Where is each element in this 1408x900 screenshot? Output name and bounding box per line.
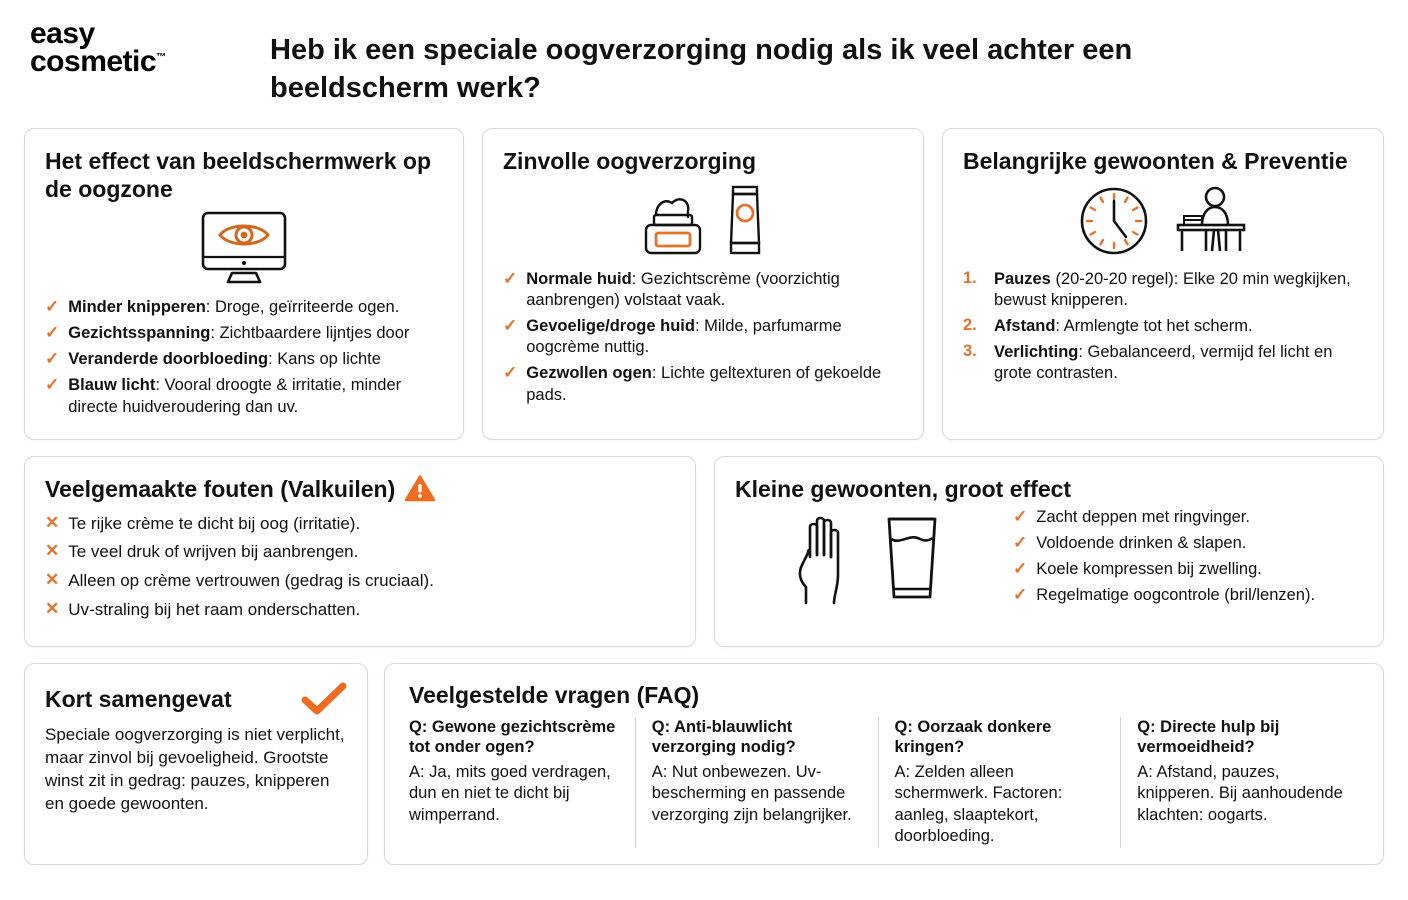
list-item-lead: Gevoelige/droge huid <box>526 317 695 336</box>
list-number: 3. <box>963 342 977 361</box>
brand-line-2: cosmetic <box>30 44 157 78</box>
card-title: Zinvolle oogverzorging <box>503 148 757 174</box>
list-item <box>503 269 903 311</box>
check-icon: ✓ <box>1013 585 1028 605</box>
icon-strip <box>963 181 1363 257</box>
check-icon: ✓ <box>503 316 518 336</box>
list-item-rest: : Gezichtscrème (voorzichtig aanbrengen) volstaat vaak. <box>526 270 840 310</box>
card-eye-care <box>482 128 924 440</box>
cards-row-2 <box>0 456 1408 647</box>
page-title: Heb ik een speciale oogverzorging nodig als ik veel achter een beeldscherm werk? <box>270 34 1133 104</box>
list-item <box>45 323 443 344</box>
cross-icon: ✕ <box>45 541 60 561</box>
faq-question: Q: Directe hulp bij vermoeidheid? <box>1137 717 1280 757</box>
list-item-text: Uv-straling bij het raam onderschatten. <box>68 599 361 619</box>
list-item-lead: Veranderde doorbloeding <box>68 350 269 369</box>
list-item-text: Te rijke crème te dicht bij oog (irritatie). <box>68 513 361 533</box>
effect-list <box>45 297 443 418</box>
card-title: Kleine gewoonten, groot effect <box>735 475 1072 502</box>
faq-question: Q: Oorzaak donkere kringen? <box>894 717 1052 757</box>
list-item-rest: : Lichte geltexturen of gekoelde pads. <box>526 364 882 404</box>
small-habits-list <box>1013 507 1363 611</box>
list-item-lead: Verlichting <box>994 343 1079 362</box>
icon-strip <box>45 209 443 285</box>
list-item-rest: : Droge, geïrriteerde ogen. <box>205 298 400 317</box>
monitor-eye-icon <box>198 209 290 285</box>
list-item-rest: : Armlengte tot het scherm. <box>1055 317 1253 336</box>
list-item-rest: : Milde, parfumarme oogcrème nuttig. <box>526 317 842 357</box>
list-item <box>1013 507 1363 528</box>
trademark-symbol: ™ <box>156 51 167 63</box>
list-item-text: Zacht deppen met ringvinger. <box>1036 507 1250 526</box>
list-item <box>45 297 443 318</box>
cross-icon: ✕ <box>45 598 60 618</box>
card-title: Belangrijke gewoonten & Preventie <box>963 148 1348 174</box>
water-glass-icon <box>880 513 944 605</box>
card-common-mistakes <box>24 456 696 647</box>
list-item-lead: Minder knipperen <box>68 298 206 317</box>
faq-answer: A: Afstand, pauzes, knipperen. Bij aanhoudende klachten: oogarts. <box>1137 762 1343 824</box>
check-icon: ✓ <box>45 375 60 395</box>
card-summary <box>24 663 368 865</box>
list-item-rest: : Vooral droogte & irritatie, minder directe huidveroudering dan uv. <box>68 376 402 416</box>
list-item-lead: Afstand <box>994 317 1056 336</box>
icon-strip <box>503 181 903 257</box>
card-faq <box>384 663 1384 865</box>
faq-question: Q: Anti-blauwlicht verzorging nodig? <box>651 717 796 757</box>
cross-icon: ✕ <box>45 512 60 532</box>
list-item-lead: Normale huid <box>526 270 632 289</box>
card-title: Het effect van beeldschermwerk op de oogzone <box>45 148 432 203</box>
icon-strip <box>735 513 995 605</box>
warning-triangle-icon <box>405 475 435 502</box>
list-item-rest: : Kans op lichte <box>268 350 381 369</box>
hand-icon <box>786 513 858 605</box>
list-item <box>45 570 675 592</box>
list-item-rest: : Zichtbaardere lijntjes door <box>210 324 410 343</box>
list-item <box>1013 533 1363 554</box>
list-item-text: Alleen op crème vertrouwen (gedrag is cruciaal). <box>68 571 434 591</box>
list-item-text: Te veel druk of wrijven bij aanbrengen. <box>68 542 359 562</box>
check-icon: ✓ <box>1013 532 1028 552</box>
list-number: 2. <box>963 316 977 335</box>
list-item <box>45 599 675 621</box>
faq-answer: A: Zelden alleen schermwerk. Factoren: aanleg, slaaptekort, doorbloeding. <box>894 762 1063 846</box>
faq-question: Q: Gewone gezichtscrème tot onder ogen? <box>409 717 616 757</box>
faq-column <box>636 717 879 848</box>
list-item <box>45 375 443 417</box>
faq-answer: A: Ja, mits goed verdragen, dun en niet te dicht bij wimperrand. <box>409 762 611 824</box>
check-icon: ✓ <box>45 297 60 317</box>
list-number: 1. <box>963 269 977 288</box>
list-item <box>963 316 1363 337</box>
brand-logo <box>0 14 270 76</box>
list-item <box>503 363 903 405</box>
list-item <box>1013 559 1363 580</box>
list-item <box>45 349 443 370</box>
list-item <box>45 513 675 535</box>
list-item-text: Koele kompressen bij zwelling. <box>1036 559 1262 578</box>
faq-column <box>1121 717 1363 848</box>
summary-text: Speciale oogverzorging is niet verplicht, maar zinvol bij gevoeligheid. Grootste winst zit in gedrag: pauzes, knipperen en goede gewoonten. <box>45 724 345 813</box>
list-item <box>963 342 1363 384</box>
cross-icon: ✕ <box>45 570 60 590</box>
desk-person-icon <box>1172 185 1248 257</box>
check-icon: ✓ <box>45 323 60 343</box>
cream-tube-icon <box>722 185 768 257</box>
list-item-lead: Pauzes <box>994 270 1051 289</box>
list-item <box>45 541 675 563</box>
list-item-lead: Gezichtsspanning <box>68 324 211 343</box>
check-icon: ✓ <box>1013 506 1028 526</box>
list-item-lead: Blauw licht <box>68 376 156 395</box>
list-item <box>963 269 1363 311</box>
mistakes-list <box>45 513 675 621</box>
brand-line-1: easy <box>30 17 95 50</box>
list-item <box>1013 585 1363 606</box>
list-item-text: Voldoende drinken & slapen. <box>1036 533 1247 552</box>
card-title: Kort samengevat <box>45 685 232 712</box>
card-screen-effect <box>24 128 464 440</box>
cards-row-3 <box>0 663 1408 865</box>
list-item-text: Regelmatige oogcontrole (bril/lenzen). <box>1036 586 1316 605</box>
check-icon <box>301 682 347 716</box>
faq-column <box>879 717 1122 848</box>
card-habits-prevention <box>942 128 1384 440</box>
faq-answer: A: Nut onbewezen. Uv-bescherming en passende verzorging zijn belangrijker. <box>651 762 852 824</box>
card-small-habits <box>714 456 1384 647</box>
list-item <box>503 316 903 358</box>
cream-jar-icon <box>638 185 708 257</box>
card-title: Veelgemaakte fouten (Valkuilen) <box>45 475 396 502</box>
page-header <box>0 0 1408 128</box>
care-list <box>503 269 903 406</box>
check-icon: ✓ <box>1013 558 1028 578</box>
list-item-rest: : Gebalanceerd, vermijd fel licht en grote contrasten. <box>994 343 1333 383</box>
cards-row-1 <box>0 128 1408 440</box>
list-item-lead: Gezwollen ogen <box>526 364 652 383</box>
habits-list <box>963 269 1363 385</box>
clock-icon <box>1078 185 1150 257</box>
card-title: Veelgestelde vragen (FAQ) <box>409 681 700 708</box>
check-icon: ✓ <box>503 363 518 383</box>
check-icon: ✓ <box>45 349 60 369</box>
check-icon: ✓ <box>503 269 518 289</box>
faq-column <box>409 717 636 848</box>
list-item-rest: (20-20-20 regel): Elke 20 min wegkijken, bewust knipperen. <box>994 270 1351 310</box>
